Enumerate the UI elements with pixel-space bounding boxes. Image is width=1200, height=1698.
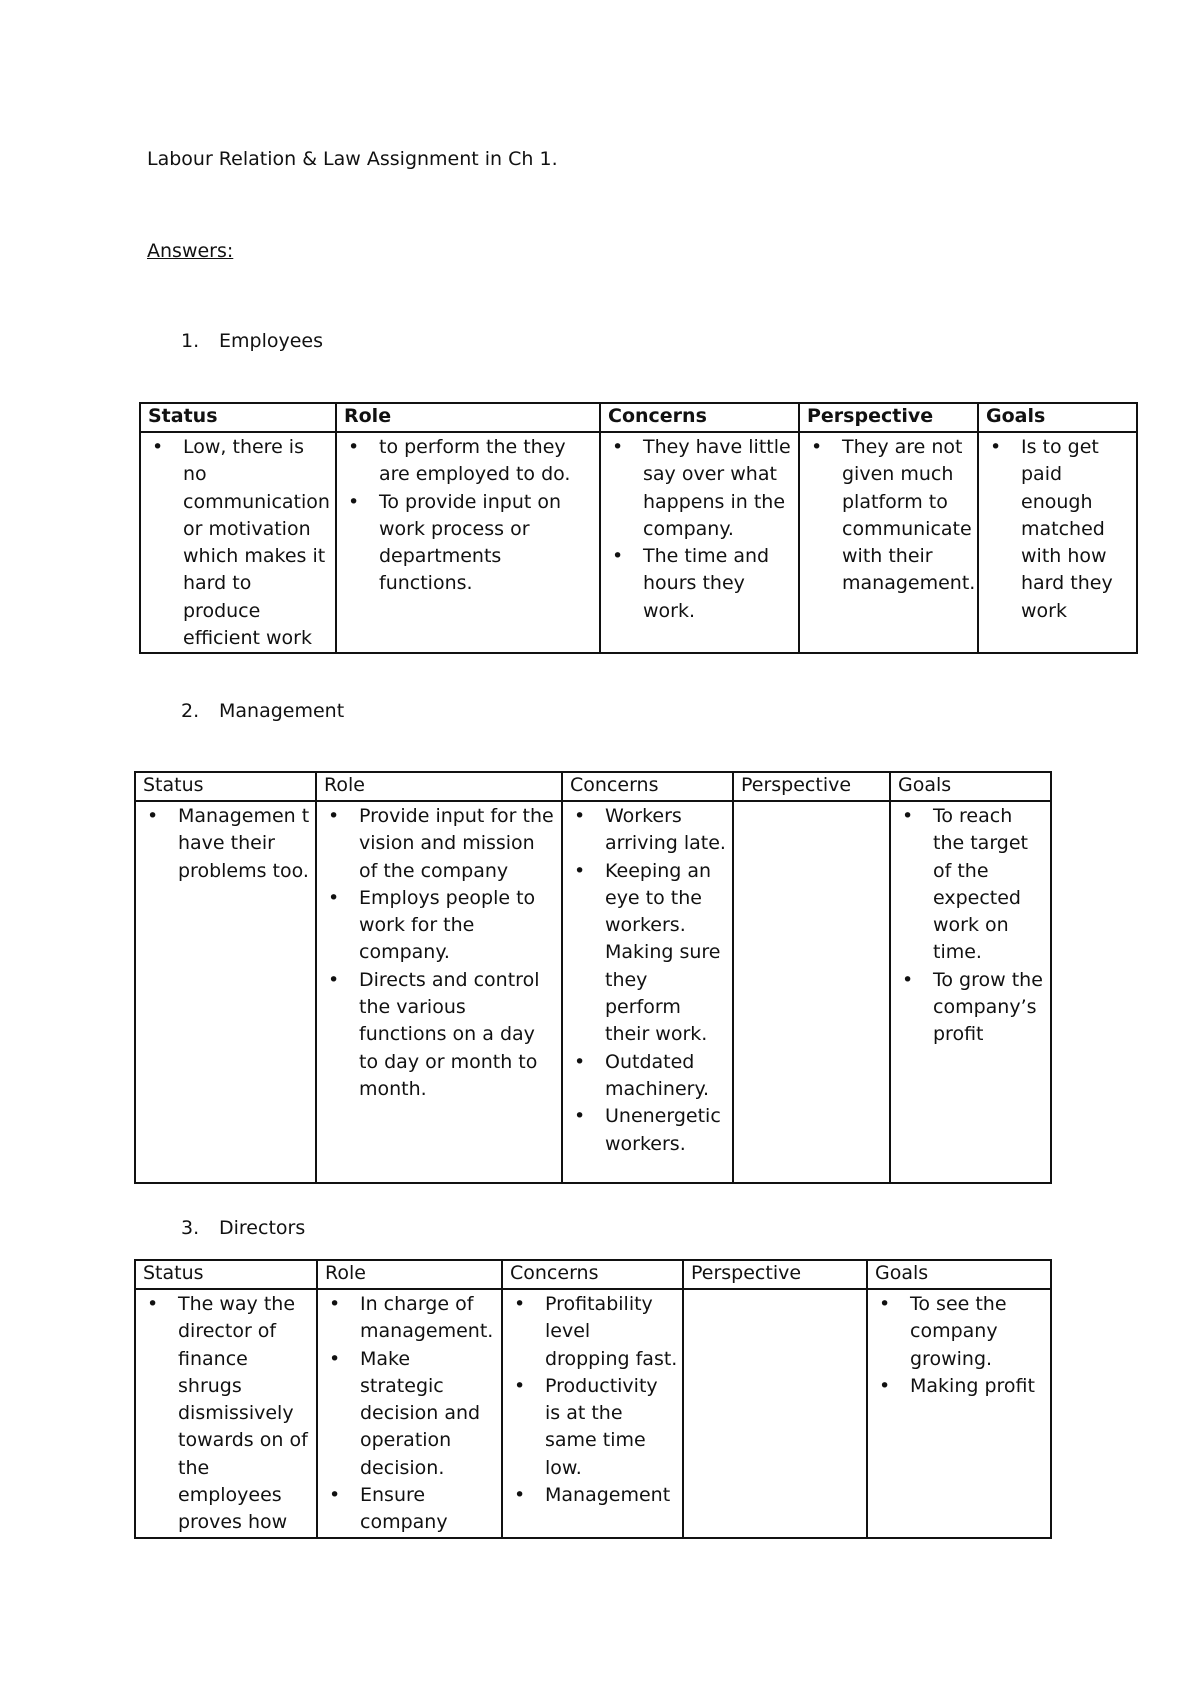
- column-header-role: Role: [316, 772, 562, 801]
- role-cell: [336, 432, 600, 653]
- bullet-item: • They are not given much platform to communicate with their management.: [800, 434, 977, 598]
- section-heading-directors: [181, 1217, 305, 1239]
- bullet-item: • Is to get paid enough matched with how hard they work: [979, 434, 1136, 625]
- status-cell: [135, 1289, 317, 1538]
- table-header-row: [135, 772, 1051, 801]
- bullet-item: • Low, there is no communication or motivation which makes it hard to produce efficient work: [141, 434, 335, 652]
- column-header-perspective: Perspective: [799, 403, 978, 432]
- perspective-cell: [683, 1289, 867, 1538]
- directors-table: [134, 1259, 1052, 1539]
- goals-cell: [890, 801, 1051, 1183]
- bullet-item: • Management: [503, 1482, 682, 1509]
- column-header-concerns: Concerns: [502, 1260, 683, 1289]
- table-header-row: [140, 403, 1137, 432]
- perspective-cell: [799, 432, 978, 653]
- bullet-item: • Outdated machinery.: [563, 1049, 732, 1104]
- concerns-cell: [502, 1289, 683, 1538]
- bullet-item: • Directs and control the various functions on a day to day or month to month.: [317, 967, 561, 1103]
- bullet-item: • To provide input on work process or departments functions.: [337, 489, 599, 598]
- column-header-status: Status: [135, 772, 316, 801]
- concerns-cell: [562, 801, 733, 1183]
- section-heading-management: [181, 700, 344, 722]
- table-header-row: [135, 1260, 1051, 1289]
- bullet-item: • Profitability level dropping fast.: [503, 1291, 682, 1373]
- section-number: 1.: [181, 330, 200, 352]
- goals-cell: [867, 1289, 1051, 1538]
- bullet-item: • To grow the company’s profit: [891, 967, 1050, 1049]
- bullet-item: • The time and hours they work.: [601, 543, 798, 625]
- bullet-item: • Provide input for the vision and mission of the company: [317, 803, 561, 885]
- table-row: [135, 1289, 1051, 1538]
- answers-label: Answers:: [147, 240, 234, 262]
- column-header-concerns: Concerns: [600, 403, 799, 432]
- bullet-item: • Ensure company: [318, 1482, 501, 1537]
- bullet-item: • Making profit: [868, 1373, 1050, 1400]
- section-title: Management: [219, 700, 345, 722]
- bullet-item: • Keeping an eye to the workers. Making sure they perform their work.: [563, 858, 732, 1049]
- role-cell: [316, 801, 562, 1183]
- bullet-item: • To reach the target of the expected work on time.: [891, 803, 1050, 967]
- management-table: [134, 771, 1052, 1184]
- status-cell: [135, 801, 316, 1183]
- column-header-role: Role: [317, 1260, 502, 1289]
- bullet-item: • The way the director of finance shrugs dismissively towards on of the employees proves how: [136, 1291, 316, 1537]
- bullet-item: • to perform the they are employed to do.: [337, 434, 599, 489]
- bullet-item: • In charge of management.: [318, 1291, 501, 1346]
- status-cell: [140, 432, 336, 653]
- role-cell: [317, 1289, 502, 1538]
- section-heading-employees: [181, 330, 323, 352]
- column-header-goals: Goals: [978, 403, 1137, 432]
- goals-cell: [978, 432, 1137, 653]
- bullet-item: • Make strategic decision and operation decision.: [318, 1346, 501, 1482]
- column-header-role: Role: [336, 403, 600, 432]
- section-title: Directors: [219, 1217, 306, 1239]
- concerns-cell: [600, 432, 799, 653]
- column-header-goals: Goals: [867, 1260, 1051, 1289]
- employees-table: [139, 402, 1138, 654]
- column-header-perspective: Perspective: [683, 1260, 867, 1289]
- column-header-status: Status: [135, 1260, 317, 1289]
- column-header-goals: Goals: [890, 772, 1051, 801]
- table-row: [140, 432, 1137, 653]
- table-row: [135, 801, 1051, 1183]
- document-title: Labour Relation & Law Assignment in Ch 1.: [147, 148, 558, 170]
- column-header-status: Status: [140, 403, 336, 432]
- bullet-item: • Unenergetic workers.: [563, 1103, 732, 1158]
- bullet-item: • Productivity is at the same time low.: [503, 1373, 682, 1482]
- column-header-perspective: Perspective: [733, 772, 890, 801]
- bullet-item: • They have little say over what happens in the company.: [601, 434, 798, 543]
- bullet-item: • Workers arriving late.: [563, 803, 732, 858]
- section-number: 2.: [181, 700, 200, 722]
- perspective-cell: [733, 801, 890, 1183]
- column-header-concerns: Concerns: [562, 772, 733, 801]
- bullet-item: • Employs people to work for the company.: [317, 885, 561, 967]
- bullet-item: • To see the company growing.: [868, 1291, 1050, 1373]
- section-number: 3.: [181, 1217, 200, 1239]
- section-title: Employees: [219, 330, 323, 352]
- bullet-item: • Managemen t have their problems too.: [136, 803, 315, 885]
